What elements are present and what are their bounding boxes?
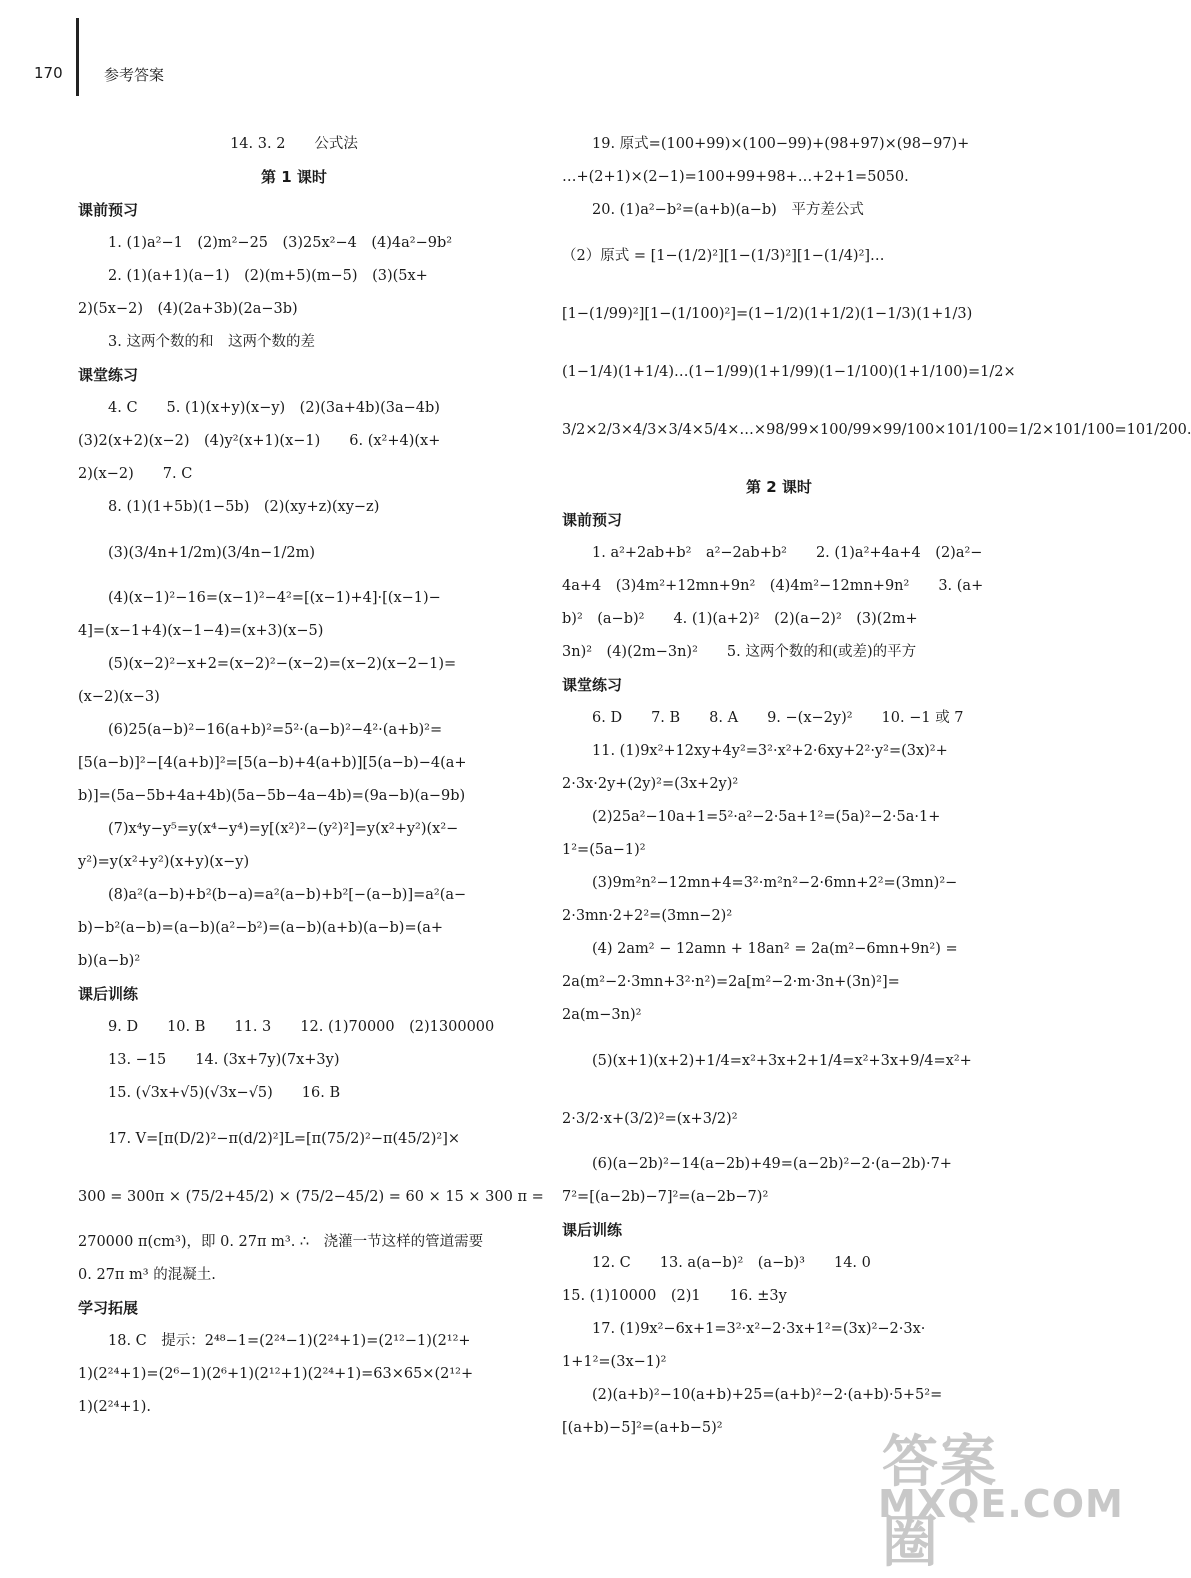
answer-line: 3n)² (4)(2m−3n)² 5. 这两个数的和(或差)的平方 xyxy=(562,644,917,660)
answer-line: [1−(1/99)²][1−(1/100)²]=(1−1/2)(1+1/2)(1−1/3)(1+1/3) xyxy=(562,306,973,322)
section-heading: 第 1 课时 xyxy=(261,168,327,186)
answer-line: 3/2×2/3×4/3×3/4×5/4×…×98/99×100/99×99/100×101/100=1/2×101/100=101/200. xyxy=(562,422,1191,438)
answer-line: 13. −15 14. (3x+7y)(7x+3y) xyxy=(108,1052,340,1068)
answer-line: 2a(m−3n)² xyxy=(562,1007,642,1023)
header-rule xyxy=(76,18,79,96)
answer-line: 1. (1)a²−1 (2)m²−25 (3)25x²−4 (4)4a²−9b² xyxy=(108,235,453,251)
page-number: 170 xyxy=(34,64,63,82)
answer-line: 270000 π(cm³)，即 0. 27π m³. ∴ 浇灌一节这样的管道需要 xyxy=(78,1234,484,1250)
answer-line: [(a+b)−5]²=(a+b−5)² xyxy=(562,1420,723,1436)
answer-line: 2·3/2·x+(3/2)²=(x+3/2)² xyxy=(562,1111,738,1127)
answer-line: 2)(x−2) 7. C xyxy=(78,466,193,482)
answer-line: 9. D 10. B 11. 3 12. (1)70000 (2)1300000 xyxy=(108,1019,495,1035)
answer-line: 12. C 13. a(a−b)² (a−b)³ 14. 0 xyxy=(592,1255,871,1271)
section-heading: 学习拓展 xyxy=(78,1299,139,1317)
answer-line: (2)(a+b)²−10(a+b)+25=(a+b)²−2·(a+b)·5+5²= xyxy=(592,1387,943,1403)
answer-line: 15. (√3x+√5)(√3x−√5) 16. B xyxy=(108,1085,341,1101)
answer-line: 2·3mn·2+2²=(3mn−2)² xyxy=(562,908,733,924)
answer-line: 4]=(x−1+4)(x−1−4)=(x+3)(x−5) xyxy=(78,623,324,639)
answer-line: 1+1²=(3x−1)² xyxy=(562,1354,667,1370)
left-column xyxy=(78,128,544,1424)
answer-line: （2）原式 = [1−(1/2)²][1−(1/3)²][1−(1/4)²]… xyxy=(562,248,885,264)
section-heading: 课堂练习 xyxy=(562,676,623,694)
answer-line: 3. 这两个数的和 这两个数的差 xyxy=(108,334,315,350)
answer-line: (8)a²(a−b)+b²(b−a)=a²(a−b)+b²[−(a−b)]=a²(a− xyxy=(108,887,467,903)
answer-line: (1−1/4)(1+1/4)…(1−1/99)(1+1/99)(1−1/100)(1+1/100)=1/2× xyxy=(562,364,1016,380)
answer-line: (3)(3/4n+1/2m)(3/4n−1/2m) xyxy=(108,545,315,561)
watermark-cn: 答案圈 xyxy=(882,1430,998,1575)
answer-line: (5)(x+1)(x+2)+1/4=x²+3x+2+1/4=x²+3x+9/4=x²+ xyxy=(592,1053,972,1069)
answer-line: b)(a−b)² xyxy=(78,953,141,969)
answer-line: 8. (1)(1+5b)(1−5b) (2)(xy+z)(xy−z) xyxy=(108,499,380,515)
answer-line: 18. C 提示：2⁴⁸−1=(2²⁴−1)(2²⁴+1)=(2¹²−1)(2¹²+ xyxy=(108,1333,471,1349)
section-heading: 第 2 课时 xyxy=(746,478,812,496)
answer-line: 7²=[(a−2b)−7]²=(a−2b−7)² xyxy=(562,1189,769,1205)
answer-line: 2. (1)(a+1)(a−1) (2)(m+5)(m−5) (3)(5x+ xyxy=(108,268,428,284)
answer-line: …+(2+1)×(2−1)=100+99+98+…+2+1=5050. xyxy=(562,169,909,185)
header-title: 参考答案 xyxy=(104,66,165,84)
answer-line: 1)(2²⁴+1). xyxy=(78,1399,152,1415)
answer-line: (4) 2am² − 12amn + 18an² = 2a(m²−6mn+9n²) = xyxy=(592,941,958,957)
answer-line: 1. a²+2ab+b² a²−2ab+b² 2. (1)a²+4a+4 (2)a²− xyxy=(592,545,983,561)
answer-line: b)² (a−b)² 4. (1)(a+2)² (2)(a−2)² (3)(2m+ xyxy=(562,611,918,627)
answer-line: 4. C 5. (1)(x+y)(x−y) (2)(3a+4b)(3a−4b) xyxy=(108,400,440,416)
section-heading: 课后训练 xyxy=(562,1221,623,1239)
answer-line: y²)=y(x²+y²)(x+y)(x−y) xyxy=(78,854,250,870)
answer-line: (6)(a−2b)²−14(a−2b)+49=(a−2b)²−2·(a−2b)·7+ xyxy=(592,1156,952,1172)
section-heading: 课前预习 xyxy=(78,201,139,219)
answer-line: 20. (1)a²−b²=(a+b)(a−b) 平方差公式 xyxy=(592,202,864,218)
answer-line: 11. (1)9x²+12xy+4y²=3²·x²+2·6xy+2²·y²=(3x)²+ xyxy=(592,743,948,759)
section-heading: 课前预习 xyxy=(562,511,623,529)
answer-line: (3)9m²n²−12mn+4=3²·m²n²−2·6mn+2²=(3mn)²− xyxy=(592,875,958,891)
answer-line: 1)(2²⁴+1)=(2⁶−1)(2⁶+1)(2¹²+1)(2²⁴+1)=63×65×(2¹²+ xyxy=(78,1366,474,1382)
answer-line: 2)(5x−2) (4)(2a+3b)(2a−3b) xyxy=(78,301,298,317)
answer-line: 1²=(5a−1)² xyxy=(562,842,646,858)
answer-line: (4)(x−1)²−16=(x−1)²−4²=[(x−1)+4]·[(x−1)− xyxy=(108,590,441,606)
answer-line: (3)2(x+2)(x−2) (4)y²(x+1)(x−1) 6. (x²+4)(x+ xyxy=(78,433,441,449)
answer-line: 6. D 7. B 8. A 9. −(x−2y)² 10. −1 或 7 xyxy=(592,710,964,726)
watermark-en: MXQE.COM xyxy=(878,1482,1124,1526)
answer-line: 2·3x·2y+(2y)²=(3x+2y)² xyxy=(562,776,739,792)
answer-line: (6)25(a−b)²−16(a+b)²=5²·(a−b)²−4²·(a+b)²= xyxy=(108,722,443,738)
answer-line: 14. 3. 2 公式法 xyxy=(230,136,358,152)
right-column xyxy=(562,128,1191,1445)
answer-line: (5)(x−2)²−x+2=(x−2)²−(x−2)=(x−2)(x−2−1)= xyxy=(108,656,457,672)
answer-line: 19. 原式=(100+99)×(100−99)+(98+97)×(98−97)+ xyxy=(592,136,970,152)
answer-line: 17. (1)9x²−6x+1=3²·x²−2·3x+1²=(3x)²−2·3x· xyxy=(592,1321,926,1337)
answer-line: 300 = 300π × (75/2+45/2) × (75/2−45/2) = 60 × 15 × 300 π = xyxy=(78,1189,544,1205)
answer-line: (7)x⁴y−y⁵=y(x⁴−y⁴)=y[(x²)²−(y²)²]=y(x²+y²)(x²− xyxy=(108,821,459,837)
answer-line: b)]=(5a−5b+4a+4b)(5a−5b−4a−4b)=(9a−b)(a−9b) xyxy=(78,788,466,804)
answer-line: (x−2)(x−3) xyxy=(78,689,160,705)
answer-line: 4a+4 (3)4m²+12mn+9n² (4)4m²−12mn+9n² 3. (a+ xyxy=(562,578,984,594)
answer-line: 0. 27π m³ 的混凝土. xyxy=(78,1267,216,1283)
answer-line: 17. V=[π(D/2)²−π(d/2)²]L=[π(75/2)²−π(45/2)²]× xyxy=(108,1131,461,1147)
answer-line: [5(a−b)]²−[4(a+b)]²=[5(a−b)+4(a+b)][5(a−b)−4(a+ xyxy=(78,755,467,771)
section-heading: 课后训练 xyxy=(78,985,139,1003)
answer-line: (2)25a²−10a+1=5²·a²−2·5a+1²=(5a)²−2·5a·1+ xyxy=(592,809,941,825)
answer-line: b)−b²(a−b)=(a−b)(a²−b²)=(a−b)(a+b)(a−b)=(a+ xyxy=(78,920,444,936)
watermark-logo xyxy=(872,1418,1124,1575)
answer-line: 15. (1)10000 (2)1 16. ±3y xyxy=(562,1288,787,1304)
answer-line: 2a(m²−2·3mn+3²·n²)=2a[m²−2·m·3n+(3n)²]= xyxy=(562,974,900,990)
section-heading: 课堂练习 xyxy=(78,366,139,384)
